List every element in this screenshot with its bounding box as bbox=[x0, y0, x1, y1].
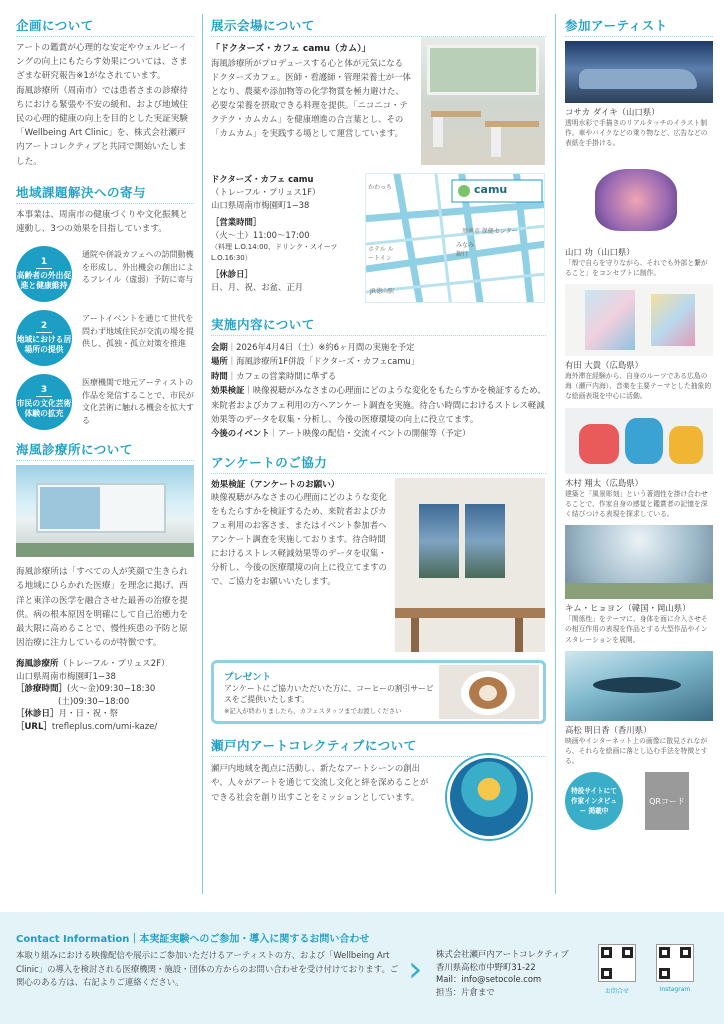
clinic-url-label: ［URL］ bbox=[16, 721, 52, 732]
cafe-closed-label: ［休診日］ bbox=[211, 269, 253, 279]
artist-desc: 「関係性」をテーマに、身体を面に介入させその相互作用の表現を作品とする大型作品やインスタレーションを展開。 bbox=[565, 615, 708, 644]
survey-title: アンケートのご協力 bbox=[211, 453, 546, 474]
intro-section bbox=[16, 0, 194, 169]
clinic-hours2: (土)09:30−18:00 bbox=[58, 696, 130, 707]
effect-text: アートイベントを通じて世代を問わず地域住民が交流の場を提供し、孤独・孤立対策を推進 bbox=[82, 314, 194, 349]
contact-company: 株式会社瀬戸内アートコレクティブ bbox=[436, 949, 569, 959]
map-label: 周南市 保健センター bbox=[462, 228, 518, 235]
coffee-photo bbox=[439, 665, 539, 719]
clinic-body: 海風診療所は「すべての人が笑顔で生きられる地域にひらかれた医療」を理念に掲げ、西洋と東洋の医学を融合させた最善の治療を提供。病の根本原因を明確にして自己治癒力を最大限に高めることで、慢性疾患の予防と原因治療に注力しているのが特徴です。 bbox=[16, 567, 188, 649]
regional-section bbox=[16, 183, 194, 430]
clinic-address: 山口県周南市梅園町1−38 bbox=[16, 671, 116, 682]
cafe-hours-label: ［営業時間］ bbox=[211, 217, 262, 227]
artist-desc: 透明水彩で手描きのリアルタッチのイラスト制作。車やバイクなどの乗り物など、広告などの表紙を手掛ける。 bbox=[565, 119, 708, 148]
venue-title: 展示会場について bbox=[211, 16, 546, 37]
art-display-photo bbox=[395, 478, 545, 652]
artist-desc: 映画やインターネット上の画像に散見されながら、それらを絵画に落とし込む手法を特徴とする。 bbox=[565, 736, 708, 766]
interview-badge[interactable]: 特設サイトにて 作家インタビュー 掲載中 bbox=[565, 772, 623, 830]
impl-row: 今後のイベント｜アート映像の配信・交流イベントの開催等（予定） bbox=[211, 428, 471, 439]
impl-row: 効果検証｜映像視聴がみなさまの心理面にどのような変化をもたらすかを検証するため、来院者およびカフェ利用の方へアンケート調査を実施。待合い時間におけるストレス軽減効果等のデータを収集・分析し、今後の医療環境の向上に役立てます。 bbox=[211, 385, 546, 425]
effect-item bbox=[16, 246, 194, 302]
map-label: みなみ 銀行 bbox=[456, 242, 475, 258]
map-roads bbox=[366, 174, 545, 303]
present-box bbox=[211, 660, 546, 724]
survey-section bbox=[211, 453, 546, 652]
effect-text: 通院や併設カフェへの訪問動機を形成し、外出機会の創出によるフレイル（虚弱）予防に寄与 bbox=[82, 250, 194, 285]
artist-name: コサカ ダイキ（山口県） bbox=[565, 107, 660, 117]
artist-name: 有田 大貴（広島県） bbox=[565, 360, 644, 371]
artist-artwork bbox=[565, 525, 713, 599]
artist-name: 高松 明日香（香川県） bbox=[565, 724, 652, 735]
cafe-hours: （火〜土）11:00〜17:00 bbox=[211, 230, 310, 240]
setouchi-section bbox=[211, 736, 546, 839]
clinic-closed-label: ［休診日］ bbox=[16, 709, 59, 720]
effect-badge: 1 高齢者の外出促進と健康維持 bbox=[16, 246, 72, 302]
cafe-address: 山口県周南市梅園町1−38 bbox=[211, 200, 310, 210]
effect-text: 医療機関で地元アーティストの作品を発信することで、市民が文化芸術に触れる機会を拡大する bbox=[82, 378, 194, 425]
contact-title: Contact Information｜本実証実験へのご参加・導入に関するお問い合わせ bbox=[16, 934, 370, 945]
venue-section bbox=[211, 0, 546, 303]
contact-footer bbox=[0, 912, 724, 1024]
clinic-photo bbox=[16, 465, 194, 557]
cafe-name: ドクターズ・カフェ camu bbox=[211, 174, 314, 184]
regional-body: 本事業は、周南市の健康づくりや文化振興と連動し、3つの効果を目指しています。 bbox=[16, 209, 188, 235]
impl-row: 時間｜カフェの営業時間に準ずる bbox=[211, 370, 337, 381]
chevron-right-icon: › bbox=[408, 949, 423, 990]
artist-card bbox=[565, 408, 713, 520]
contact-address: 香川県高松市中野町31-22 bbox=[436, 961, 536, 972]
clinic-title: 海風診療所について bbox=[16, 440, 194, 461]
clinic-hours-label: ［診療時間］ bbox=[16, 684, 68, 695]
artist-desc: 「殻で自らを守りながら、それでも外部と繋がること」をコンセプトに制作。 bbox=[565, 258, 708, 277]
qr-code-icon bbox=[598, 944, 636, 982]
clinic-name-sub: （トレーフル・プリュス2F） bbox=[58, 659, 170, 670]
clinic-hours1: (火〜金)09:30−18:30 bbox=[67, 684, 156, 695]
clinic-closed: 月・日・祝・祭 bbox=[58, 709, 119, 720]
implementation-section bbox=[211, 315, 546, 441]
setouchi-title: 瀬戸内アートコレクティブについて bbox=[211, 736, 546, 757]
cafe-name-sub: （トレーフル・プリュス1F） bbox=[211, 187, 321, 197]
effect-item bbox=[16, 310, 194, 366]
cafe-closed: 日、月、祝、お盆、正月 bbox=[211, 282, 304, 292]
instagram-qr[interactable]: Instagram bbox=[656, 944, 694, 993]
artist-card bbox=[565, 41, 713, 149]
impl-row: 会期｜2026年4月4日（土）※約6ヶ月間の実施を予定 bbox=[211, 342, 415, 352]
contact-person: 担当：片倉まで bbox=[436, 986, 495, 997]
intro-body2: 海風診療所（周南市）では患者さまの診療待ちにおける緊張や不安の緩和、および地域住民の心理的健康の向上を目的とした実証実験「Wellbeing Art Clinic」を、株式会社瀬戸内アートコレクティブと共同で開始いたしました。 bbox=[16, 85, 188, 167]
artist-card bbox=[565, 525, 713, 645]
survey-subtitle: 効果検証（アンケートのお願い） bbox=[211, 479, 340, 490]
qr-code-icon bbox=[656, 944, 694, 982]
cafe-photo bbox=[421, 37, 545, 165]
setouchi-body: 瀬戸内地域を拠点に活動し、新たなアートシーンの創出や、人々がアートを通じて交流し文化と絆を深めることができる社会を創り出すことをミッションとしています。 bbox=[211, 762, 429, 803]
contact-mail[interactable]: Mail：info@setocole.com bbox=[436, 974, 542, 984]
effect-badge: 3 市民の文化芸術体験の拡充 bbox=[16, 374, 72, 430]
regional-title: 地域課題解決への寄与 bbox=[16, 183, 194, 204]
contact-body: 本取り組みにおける映像配信や展示にご参加いただけるアーティストの方、および「Wellbeing Art Clinic」の導入を検討される医療機関・施設・団体の方からのお問い合わせを受け付けております。ご関心のある方は、右記よりご連絡ください。 bbox=[16, 950, 399, 988]
clinic-url-link[interactable]: trefleplus.com/umi-kaze/ bbox=[51, 721, 158, 732]
map-logo: camu bbox=[474, 183, 508, 196]
clinic-name: 海風診療所 bbox=[16, 659, 59, 670]
interview-qr-placeholder[interactable]: QRコード bbox=[645, 772, 689, 830]
present-body: アンケートにご協力いただいた方に、コーヒーの割引サービスをご提供いたします。 bbox=[224, 683, 434, 705]
impl-row: 場所｜海風診療所1F併設「ドクターズ・カフェcamu」 bbox=[211, 356, 420, 367]
artist-name: キム・ヒョヨン（韓国・岡山県） bbox=[565, 603, 691, 614]
artist-name: 山口 功（山口県） bbox=[565, 246, 635, 257]
implementation-rows bbox=[211, 340, 546, 441]
implementation-title: 実施内容について bbox=[211, 315, 546, 336]
artist-artwork bbox=[565, 155, 713, 243]
intro-body: アートの鑑賞が心理的な安定やウェルビーイングの向上にもたらす効果については、さまざまな研究報告※1がなされています。 bbox=[16, 43, 188, 82]
artist-artwork bbox=[565, 408, 713, 474]
artist-desc: 建築と「風景彫刻」という著週性を掛け合わせることで、作家自身の感覚と鑑賞者の記憶を深く結びつける表現を探求している。 bbox=[565, 489, 708, 519]
venue-subtitle: 「ドクターズ・カフェ camu（カム）」 bbox=[211, 44, 371, 54]
artists-title: 参加アーティスト bbox=[565, 16, 713, 37]
artist-artwork bbox=[565, 41, 713, 103]
contact-qr[interactable]: お問合せ bbox=[598, 944, 636, 995]
map-label: JR徳山駅 bbox=[370, 288, 394, 295]
effect-item bbox=[16, 374, 194, 430]
artist-desc: 海外滞在経験から、自身のルーツである広島の海（瀬戸内海）、音楽を主要テーマとした抽象的な絵画表現を中心に活動。 bbox=[565, 372, 712, 401]
intro-title: 企画について bbox=[16, 16, 194, 37]
artist-artwork bbox=[565, 651, 713, 721]
setouchi-logo bbox=[447, 755, 531, 839]
venue-body: 海風診療所がプロデュースする心と体が元気になるドクターズカフェ。医師・看護師・管理栄養士が一体となり、農薬や添加物等の化学物質を極力避けた、必要な栄養を摂取できる料理を提供。「ニコニコ・テクテク・カムカム」を健康増進の合言葉とし、その「カムカム」を実践する場として運営しています。 bbox=[211, 58, 411, 138]
map-label: ホテル ルートイン bbox=[368, 246, 394, 262]
artist-card bbox=[565, 284, 713, 402]
artist-name: 木村 翔太（広島県） bbox=[565, 477, 644, 488]
present-title: プレゼント bbox=[224, 671, 272, 683]
artist-artwork bbox=[565, 284, 713, 356]
map-label: かわっち bbox=[368, 184, 392, 191]
cafe-hours-note: （料理 L.O.14:00、ドリンク・スイーツ L.O.16:30） bbox=[211, 243, 338, 262]
artist-card bbox=[565, 155, 713, 278]
artist-card bbox=[565, 651, 713, 767]
present-note: ※記入が終わりましたら、カフェスタッフまでお渡しください bbox=[224, 706, 402, 715]
clinic-section bbox=[16, 440, 194, 733]
access-map[interactable] bbox=[365, 173, 545, 303]
effect-badge: 2 地域における居場所の提供 bbox=[16, 310, 72, 366]
survey-body: 映像視聴がみなさまの心理面にどのような変化をもたらすかを検証するため、来院者およびカフェ利用のお客さま、またはイベント参加者へアンケート調査を実施しております。待合時間におけるストレス軽減効果等のデータを収集・分析し、今後の医療環境の向上に役立てますので、ご協力をお願いいたします。 bbox=[211, 491, 387, 586]
